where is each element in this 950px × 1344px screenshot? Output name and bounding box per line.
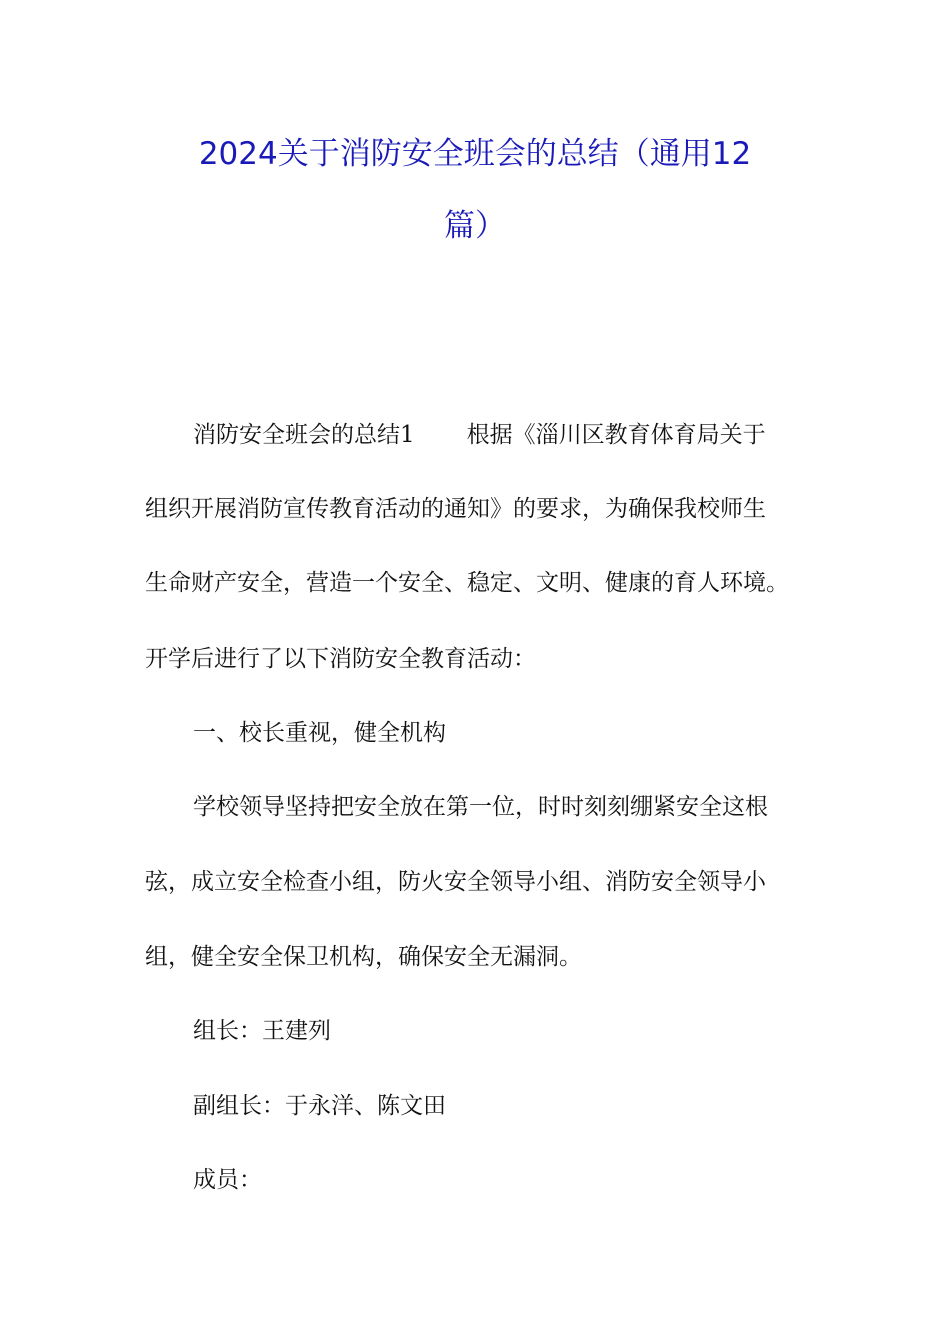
paragraph-1-line-2: 组织开展消防宣传教育活动的通知》的要求，为确保我校师生 — [145, 496, 766, 522]
paragraph-2-line-1: 学校领导坚持把安全放在第一位，时时刻刻绷紧安全这根 — [193, 794, 768, 820]
paragraph-2-line-2: 弦，成立安全检查小组，防火安全领导小组、消防安全领导小 — [145, 869, 766, 895]
paragraph-1-line-1 — [193, 420, 893, 450]
members-label: 成员： — [193, 1167, 262, 1193]
paragraph-1-line-3: 生命财产安全，营造一个安全、稳定、文明、健康的育人环境。 — [145, 570, 789, 596]
section-heading: 消防安全班会的总结1 — [193, 422, 415, 448]
paragraph-1-text: 根据《淄川区教育体育局关于 — [466, 422, 766, 448]
subheading-1: 一、校长重视，健全机构 — [193, 720, 446, 746]
group-leader: 组长：王建列 — [193, 1018, 331, 1044]
paragraph-2-line-3: 组，健全安全保卫机构，确保安全无漏洞。 — [145, 944, 582, 970]
document-title-line-1: 2024关于消防安全班会的总结（通用12 — [198, 136, 752, 172]
paragraph-1-line-4: 开学后进行了以下消防安全教育活动： — [145, 646, 536, 672]
deputy-leaders: 副组长：于永洋、陈文田 — [193, 1093, 446, 1119]
document-title-line-2: 篇） — [444, 208, 506, 244]
